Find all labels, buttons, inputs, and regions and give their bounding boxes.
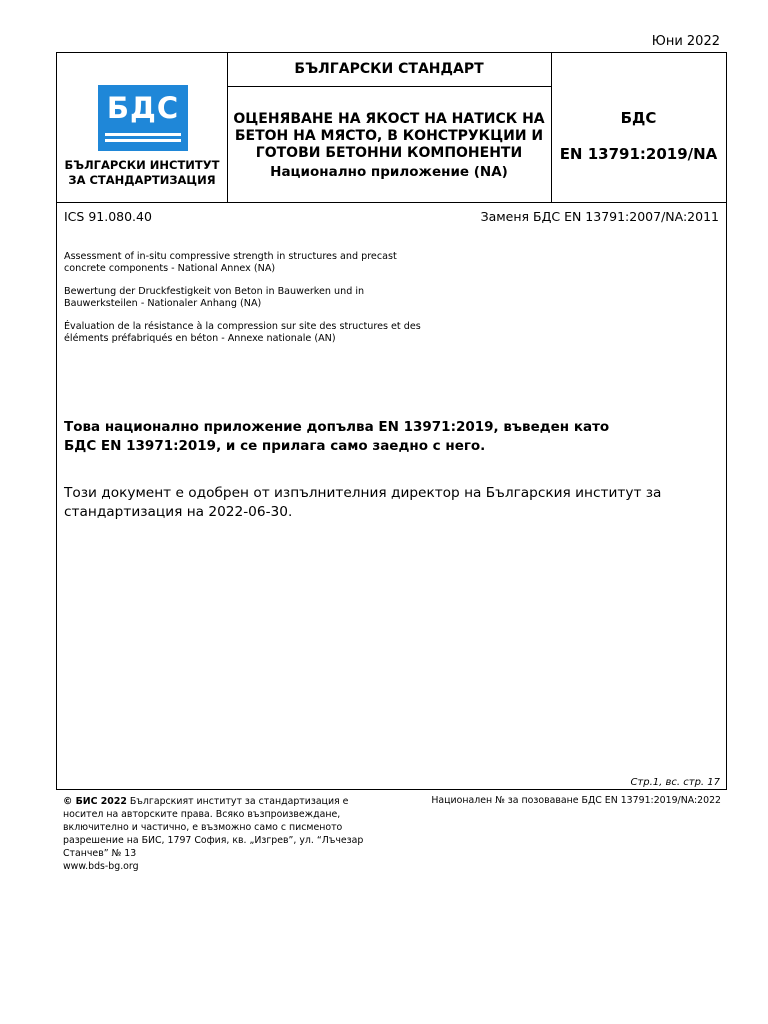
- title-french: Évaluation de la résistance à la compression sur site des structures et des éléments préfabriqués en béton - Annexe nationale (AN): [64, 321, 421, 344]
- institute-name: БЪЛГАРСКИ ИНСТИТУТ ЗА СТАНДАРТИЗАЦИЯ: [64, 158, 220, 187]
- institute-cell: [57, 53, 228, 202]
- ics-code: ICS 91.080.40: [64, 209, 152, 224]
- supplement-notice: Това национално приложение допълва EN 13971:2019, въведен като БДС EN 13971:2019, и се прилага само заедно с него.: [64, 419, 610, 454]
- replaces-standard: Заменя БДС EN 13791:2007/NA:2011: [480, 209, 719, 224]
- document-title-block: [227, 111, 551, 181]
- header-table: [57, 53, 726, 203]
- logo-line-top: [105, 133, 181, 136]
- title-english: Assessment of in-situ compressive strength in structures and precast concrete components - National Annex (NA): [64, 251, 397, 274]
- bds-logo: [98, 85, 188, 151]
- designation-cell: [551, 53, 726, 202]
- page-number: Стр.1, вс. стр. 17: [630, 777, 720, 788]
- approval-statement: Този документ е одобрен от изпълнителния директор на Българския институт за стандартизация на 2022-06-30.: [64, 485, 662, 520]
- document-subtitle: Национално приложение (NA): [270, 164, 508, 180]
- designation-prefix: БДС: [620, 109, 657, 127]
- title-cell: [227, 53, 552, 202]
- document-frame: [56, 52, 727, 790]
- logo-line-bottom: [105, 139, 181, 142]
- copyright-text: Българският институт за стандартизация е носител на авторските права. Всяко възпроизвеждане, включително и частично, е възможно само с писменото разрешение на БИС, 1797 София, кв. „Изгрев”, ул. “Лъчезар Станчев” № 13: [63, 796, 364, 859]
- reference-number: Национален № за позоваване БДС EN 13791:2019/NA:2022: [431, 795, 721, 806]
- copyright-notice: [63, 795, 381, 873]
- foreign-titles: [64, 251, 429, 356]
- standard-type: БЪЛГАРСКИ СТАНДАРТ: [227, 53, 551, 87]
- website-link[interactable]: www.bds-bg.org: [63, 861, 139, 872]
- logo-text: БДС: [106, 91, 180, 125]
- document-title: ОЦЕНЯВАНЕ НА ЯКОСТ НА НАТИСК НА БЕТОН НА МЯСТО, В КОНСТРУКЦИИ И ГОТОВИ БЕТОННИ КОМПОНЕНТИ: [233, 111, 545, 161]
- title-german: Bewertung der Druckfestigkeit von Beton in Bauwerken und in Bauwerksteilen - Nationaler Anhang (NA): [64, 286, 365, 309]
- issue-date: Юни 2022: [651, 34, 720, 49]
- copyright-owner: © БИС 2022: [63, 796, 127, 807]
- designation-number: EN 13791:2019/NA: [559, 145, 718, 163]
